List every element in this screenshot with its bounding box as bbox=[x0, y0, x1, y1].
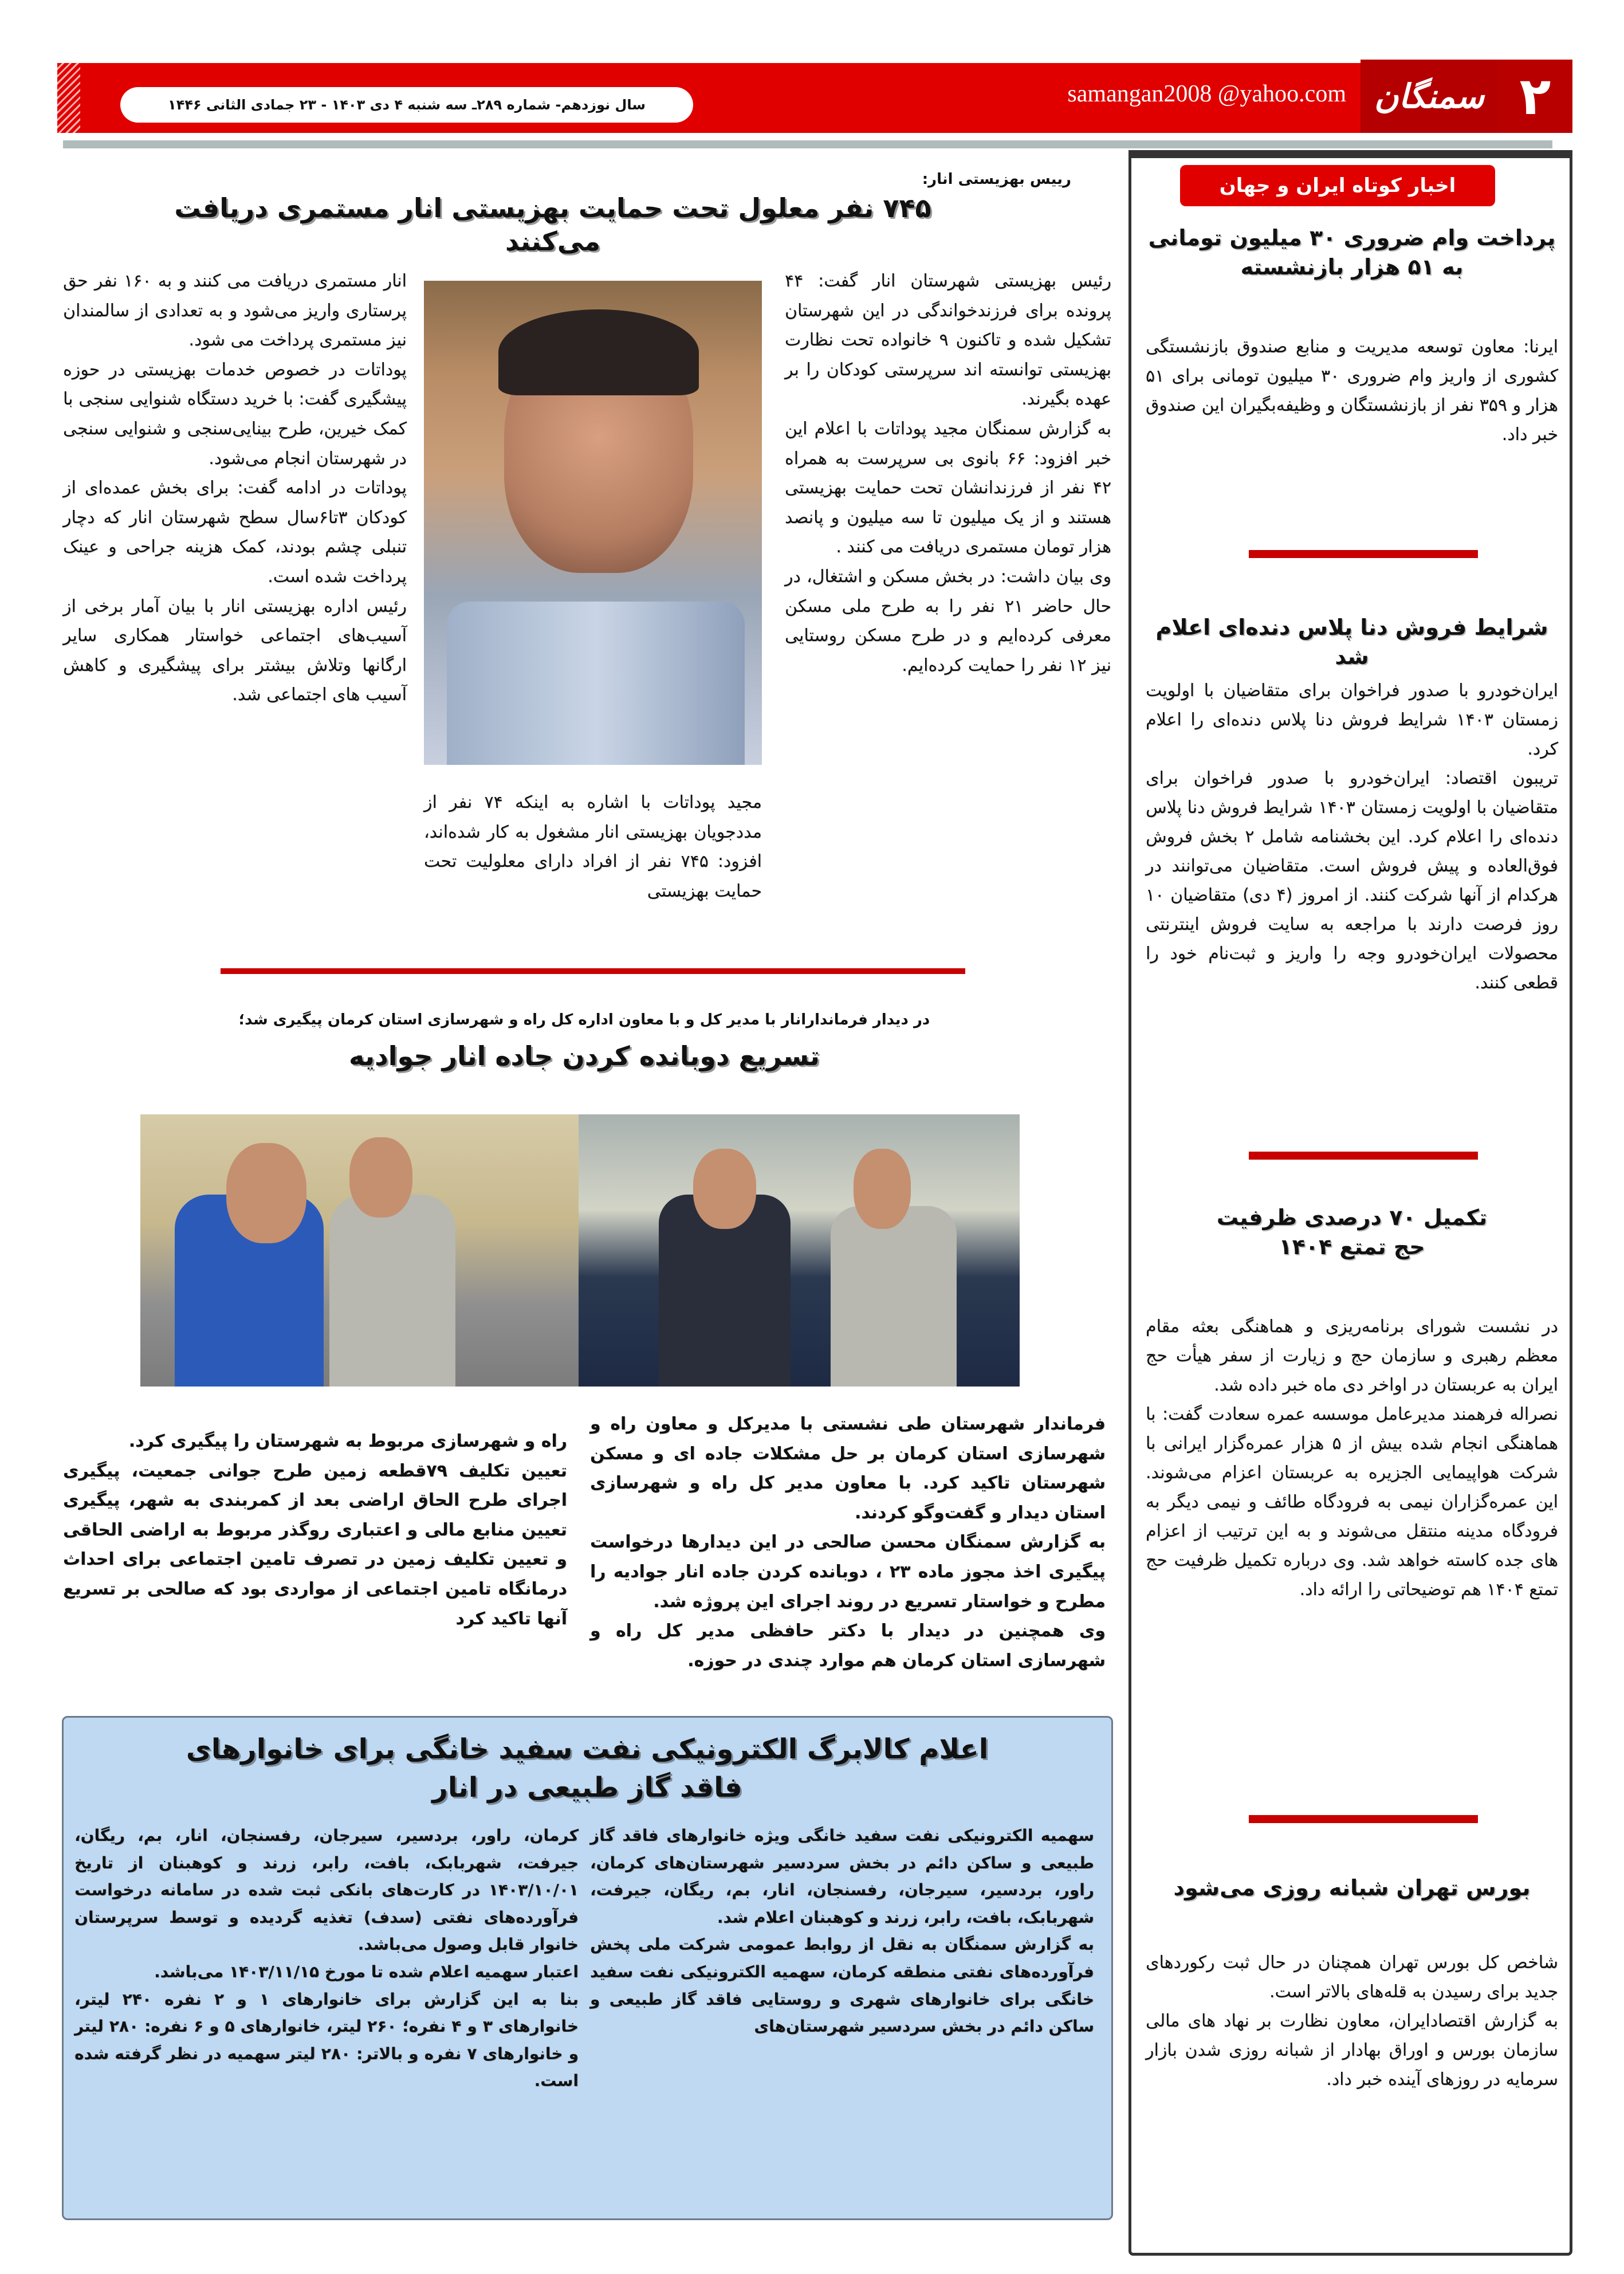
article1-kicker: رییس بهزیستی انار: bbox=[922, 171, 1071, 188]
sidebar-separator bbox=[1249, 550, 1478, 558]
article2-kicker: در دیدار فرماندارانار با مدیر کل و با معاون اداره کل راه و شهرسازی استان کرمان پیگیری شد؛ bbox=[238, 1011, 930, 1028]
sidebar-separator bbox=[1249, 1152, 1478, 1160]
article2-column-right: فرماندار شهرستان طی نشستی با مدیرکل و معاون راه و شهرسازی استان کرمان بر حل مشکلات جاده ای و مسکن شهرستان تاکید کرد. با معاون مدیر کل راه و شهرسازی استان دیدار و گفت‌وگو کردند. به گزارش سمنگان محسن صالحی در این دیدارها درخواست پیگیری اخذ مجوز ماده ۲۳ ، دوبانده کردن جاده انار جوادیه را مطرح و خواستار تسریع در روند اجرای این پروژه شد. وی همچنین در دیدار با دکتر حافظی مدیر کل راه و شهرسازی استان کرمان هم موارد چندی در حوزه. bbox=[590, 1414, 1106, 1671]
article3-column-right: سهمیه الکترونیکی نفت سفید خانگی ویژه خانوارهای فاقد گاز طبیعی و ساکن دائم در بخش سردسیر شهرستان‌های کرمان، راور، بردسیر، سیرجان، رفسنجان، انار، بم، ریگان، جیرفت، شهربابک، بافت، رابر، زرند و کوهبنان اعلام شد. به گزارش سمنگان به نقل از روابط عمومی شرکت ملی پخش فرآورده‌های نفتی منطقه کرمان، سهمیه الکترونیکی نفت سفید خانگی برای خانوارهای شهری و روستایی فاقد گاز طبیعی و ساکن دائم در بخش سردسیر شهرستان‌های bbox=[590, 1826, 1094, 2036]
photo-person-head bbox=[693, 1149, 756, 1229]
article3-column-left: کرمان، راور، بردسیر، سیرجان، رفسنجان، انار، بم، ریگان، جیرفت، شهربابک، بافت، رابر، زرند و کوهبنان از تاریخ ۱۴۰۳/۱۰/۰۱ در کارت‌های بانکی ثبت شده در سامانه درخواست فرآورده‌های نفتی (سدف) تغذیه گردیده و توسط سرپرستان خانوار قابل وصول می‌باشد. اعتبار سهمیه اعلام شده تا مورخ ۱۴۰۳/۱۱/۱۵ می‌باشد. بنا به این گزارش برای خانوارهای ۱ و ۲ نفره ۲۴۰ لیتر، خانوارهای ۳ و ۴ نفره؛ ۲۶۰ لیتر، خانوارهای ۵ و ۶ نفره: ۲۸۰ لیتر و خانوارهای ۷ نفره و بالاتر: ۲۸۰ لیتر سهمیه در نظر گرفته شده است. bbox=[74, 1826, 579, 2091]
photo-person-grey-suit bbox=[831, 1206, 957, 1387]
meeting-photo-left bbox=[140, 1114, 579, 1387]
article1-column-right: رئیس بهزیستی شهرستان انار گفت: ۴۴ پرونده برای فرزندخواندگی در این شهرستان تشکیل شده و تاکنون ۹ خانواده تحت نظارت بهزیستی توانسته اند سرپرستی کودکان را بر عهده بگیرند. به گزارش سمنگان مجید پوداتات با اعلام این خبر افزود: ۶۶ بانوی بی سرپرست به همراه ۴۲ نفر از فرزندانشان تحت حمایت بهزیستی هستند و از یک میلیون تا سه میلیون و پانصد هزار تومان مستمری دریافت می کنند . وی بیان داشت: در بخش مسکن و اشتغال، در حال حاضر ۲۱ نفر را به طرح ملی مسکن معرفی کرده‌ایم و در طرح مسکن روستایی نیز ۱۲ نفر را حمایت کرده‌ایم. bbox=[785, 271, 1112, 675]
article3-headline: اعلام کالابرگ الکترونیکی نفت سفید خانگی برای خانوارهای فاقد گاز طبیعی در انار bbox=[186, 1733, 989, 1804]
sidebar-body-3: در نشست شورای برنامه‌ریزی و هماهنگی بعثه مقام معظم رهبری و سازمان حج و زیارت از سفر هیأت حج ایران به عربستان در اواخر دی ماه خبر داده شد. نصراله فرهمند مدیرعامل موسسه عمره سعادت گفت: با هماهنگی انجام شده بیش از ۵ هزار عمره‌گزار ایرانی با شرکت هواپیمایی الجزیره به عربستان اعزام می‌شوند. این عمره‌گزاران نیمی به فرودگاه طائف و نیمی دیگر به فرودگاه مدینه منتقل می‌شوند و به این ترتیب از اعزام های جده کاسته خواهد شد. وی درباره تکمیل ظرفیت حج تمتع ۱۴۰۴ هم توضیحاتی را ارائه داد. bbox=[1146, 1317, 1558, 1600]
photo-person-head bbox=[226, 1143, 306, 1243]
sidebar-body-1: ایرنا: معاون توسعه مدیریت و منابع صندوق بازنشستگی کشوری از واریز وام ضروری ۳۰ میلیون تومانی برای ۵۱ هزار و ۳۵۹ نفر از بازنشستگان و وظیفه‌بگیران این صندوق خبر داد. bbox=[1146, 337, 1558, 445]
photo-person-head bbox=[349, 1137, 412, 1217]
masthead-divider bbox=[63, 140, 1552, 148]
photo-hair bbox=[498, 309, 699, 395]
sidebar-separator bbox=[1249, 1815, 1478, 1823]
contact-email[interactable]: samangan2008 @yahoo.com bbox=[1067, 81, 1346, 107]
sidebar-headline-4: بورس تهران شبانه روزی می‌شود bbox=[1173, 1875, 1531, 1900]
page-number: ۲ bbox=[1498, 60, 1572, 133]
sidebar-body-2: ایران‌خودرو با صدور فراخوان برای متقاضیان با اولویت زمستان ۱۴۰۳ شرایط فروش دنا پلاس دنده‌ای را اعلام کرد. تریبون اقتصاد: ایران‌خودرو با صدور فراخوان برای متقاضیان با اولویت زمستان ۱۴۰۳ شرایط فروش دنا پلاس دنده‌ای را اعلام کرد. این بخشنامه شامل ۲ بخش فروش فوق‌العاده و پیش فروش است. متقاضیان می‌توانند در هرکدام از آنها شرکت کنند. از امروز (۴ دی) متقاضیان ۱۰ روز فرصت دارند با مراجعه به سایت فروش اینترنتی محصولات ایران‌خودرو وجه را واریز و ثبت‌نام خود را قطعی کنند. bbox=[1146, 681, 1558, 993]
issue-date-line: سال نوزدهم- شماره ۲۸۹ـ سه شنبه ۴ دی ۱۴۰۳ - ۲۳ جمادی الثانی ۱۴۴۶ bbox=[120, 87, 693, 123]
newspaper-logo: سمنگان bbox=[1360, 60, 1498, 133]
photo-person-grey-jacket bbox=[329, 1195, 455, 1387]
article1-column-left: انار مستمری دریافت می کنند و به ۱۶۰ نفر حق پرستاری واریز می‌شود و به تعدادی از سالمندان نیز مستمری پرداخت می شود. پوداتات در خصوص خدمات بهزیستی در حوزه پیشگیری گفت: با خرید دستگاه شنوایی سنجی با کمک خیرین، طرح بینایی‌سنجی و شنوایی سنجی در شهرستان انجام می‌شود. پوداتات در ادامه گفت: برای بخش عمده‌ای از کودکان ۳تا۶سال سطح شهرستان انار که دچار تنبلی چشم بودند، کمک هزینه جراحی و عینک پرداخت شده است. رئیس اداره بهزیستی انار با بیان آمار برخی از آسیب‌های اجتماعی خواستار همکاری سایر ارگانها وتلاش بیشتر برای پیشگیری و کاهش آسیب های اجتماعی شد. bbox=[63, 271, 407, 705]
article2-headline: تسریع دوبانده کردن جاده انار جوادیه bbox=[349, 1040, 820, 1071]
sidebar-section-label: اخبار کوتاه ایران و جهان bbox=[1180, 165, 1495, 206]
article2-column-left: راه و شهرسازی مربوط به شهرستان را پیگیری کرد. تعیین تکلیف ۷۹قطعه زمین طرح جوانی جمعیت، پیگیری اجرای طرح الحاق اراضی بعد از کمربندی به شهر، پیگیری تعیین منابع مالی و اعتباری روگذر مربوط به اراضی الحاقی و تعیین تکلیف زمین در تصرف تامین اجتماعی برای احداث درمانگاه تامین اجتماعی از مواردی بود که صالحی بر تسریع آنها تاکید کرد bbox=[63, 1431, 567, 1629]
article1-headline: ۷۴۵ نفر معلول تحت حمایت بهزیستی انار مستمری دریافت می‌کنند bbox=[174, 193, 931, 257]
sidebar-headline-3: تکمیل ۷۰ درصدی ظرفیت حج تمتع ۱۴۰۴ bbox=[1216, 1205, 1488, 1260]
photo-shirt bbox=[447, 602, 745, 765]
meeting-photo-right bbox=[579, 1114, 1020, 1387]
sidebar-headline-2: شرایط فروش دنا پلاس دنده‌ای اعلام شد bbox=[1155, 615, 1548, 670]
photo-person-head bbox=[854, 1149, 911, 1229]
masthead-stripes bbox=[57, 63, 80, 133]
sidebar-headline-1: پرداخت وام ضروری ۳۰ میلیون تومانی به ۵۱ هزار بازنشسته bbox=[1148, 225, 1556, 280]
article1-column-middle: مجید پوداتات با اشاره به اینکه ۷۴ نفر از مددجویان بهزیستی انار مشغول به کار شده‌اند، افزود: ۷۴۵ نفر از افراد دارای معلولیت تحت حمایت بهزیستی bbox=[424, 792, 762, 901]
sidebar-body-4: شاخص کل بورس تهران همچنان در حال ثبت رکوردهای جدید برای رسیدن به قله‌های بالاتر است. به گزارش اقتصادایران، معاون نظارت بر نهاد های مالی سازمان بورس و اوراق بهادار از شبانه روزی شدن بازار سرمایه در روزهای آینده خبر داد. bbox=[1146, 1953, 1558, 2090]
article-divider bbox=[221, 968, 965, 974]
